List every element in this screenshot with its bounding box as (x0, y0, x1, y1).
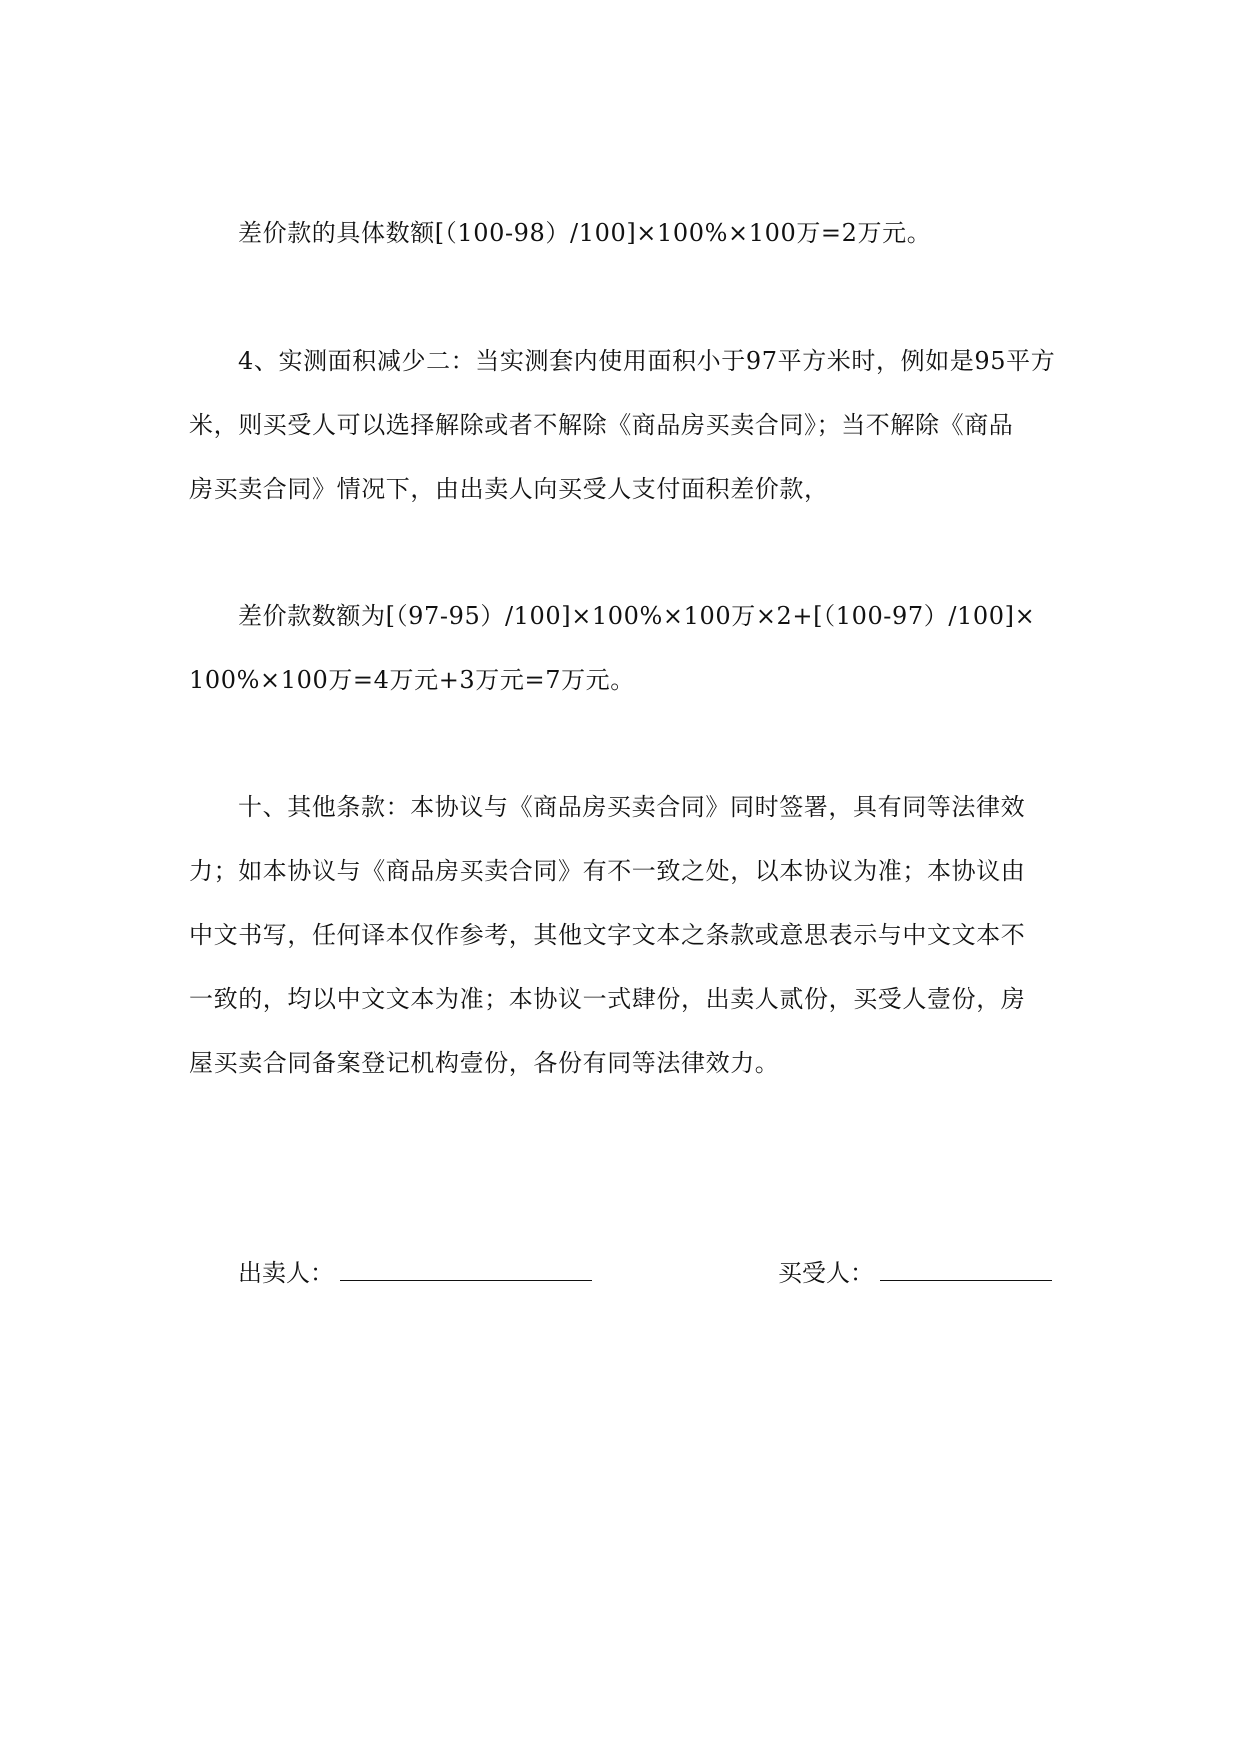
buyer-signature (778, 1258, 1052, 1288)
price-difference-example-2-line-2: 100%×100万=4万元+3万元=7万元。 (189, 666, 635, 694)
clause-4-line-1: 4、实测面积减少二：当实测套内使用面积小于97平方米时，例如是95平方 (238, 347, 1056, 375)
clause-10-line-2: 力；如本协议与《商品房买卖合同》有不一致之处，以本协议为准；本协议由 (189, 857, 1026, 885)
seller-signature-label: 出卖人： (238, 1259, 334, 1287)
clause-10-line-4: 一致的，均以中文文本为准；本协议一式肆份，出卖人贰份，买受人壹份，房 (189, 985, 1026, 1013)
seller-signature-line[interactable] (340, 1258, 592, 1281)
price-difference-example-1: 差价款的具体数额[（100-98）/100]×100%×100万=2万元。 (238, 219, 932, 247)
seller-signature (238, 1258, 592, 1288)
clause-10-line-1: 十、其他条款：本协议与《商品房买卖合同》同时签署，具有同等法律效 (238, 793, 1026, 821)
clause-10-line-5: 屋买卖合同备案登记机构壹份，各份有同等法律效力。 (189, 1049, 780, 1077)
clause-10-line-3: 中文书写，任何译本仅作参考，其他文字文本之条款或意思表示与中文文本不 (189, 921, 1026, 949)
buyer-signature-line[interactable] (880, 1258, 1052, 1281)
clause-4-line-3: 房买卖合同》情况下，由出卖人向买受人支付面积差价款， (189, 475, 829, 503)
price-difference-example-2-line-1: 差价款数额为[（97-95）/100]×100%×100万×2+[（100-97）/100]× (238, 602, 1036, 630)
clause-4-line-2: 米，则买受人可以选择解除或者不解除《商品房买卖合同》；当不解除《商品 (189, 411, 1014, 439)
buyer-signature-label: 买受人： (778, 1259, 874, 1287)
